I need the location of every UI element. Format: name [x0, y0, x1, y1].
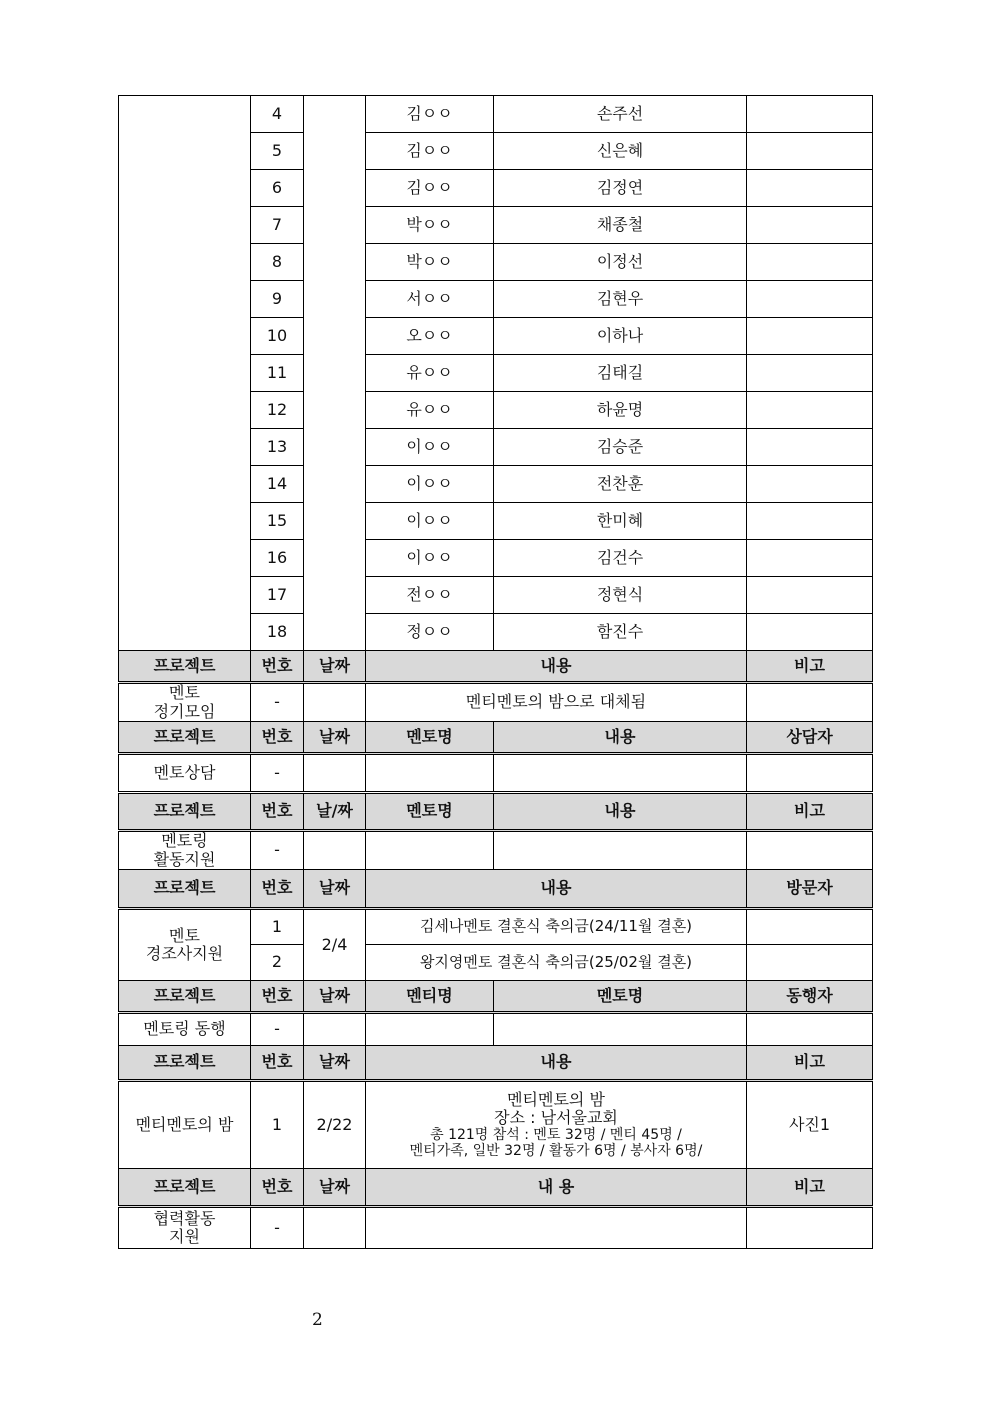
member-note — [747, 577, 873, 614]
row-no: - — [251, 754, 304, 793]
member-list — [119, 96, 873, 651]
member-note — [747, 96, 873, 133]
member-note — [747, 133, 873, 170]
mentee-name: 오ㅇㅇ — [366, 318, 494, 355]
mentee-name: 정ㅇㅇ — [366, 614, 494, 651]
header-row — [119, 870, 873, 909]
header-no: 번호 — [251, 981, 304, 1013]
project-name: 멘토링 동행 — [119, 1013, 251, 1046]
mentor-name: 김건수 — [494, 540, 747, 577]
member-no: 12 — [251, 392, 304, 429]
row-note — [747, 1207, 873, 1249]
header-note: 비고 — [747, 1169, 873, 1207]
member-no: 13 — [251, 429, 304, 466]
header-date: 날짜 — [304, 870, 366, 909]
mentor-name: 하윤명 — [494, 392, 747, 429]
header-date: 날짜 — [304, 1169, 366, 1207]
row-no: - — [251, 1207, 304, 1249]
row-note: 사진1 — [747, 1081, 873, 1169]
row-counselor — [747, 754, 873, 793]
header-mentor: 멘토명 — [366, 722, 494, 754]
row-companion — [747, 1013, 873, 1046]
member-no: 11 — [251, 355, 304, 392]
header-no: 번호 — [251, 651, 304, 683]
header-content: 내용 — [366, 651, 747, 683]
mentee-name: 이ㅇㅇ — [366, 540, 494, 577]
member-note — [747, 503, 873, 540]
row-date — [304, 683, 366, 722]
member-note — [747, 540, 873, 577]
header-row — [119, 793, 873, 831]
header-mentor: 멘토명 — [494, 981, 747, 1013]
member-row — [119, 96, 873, 133]
celebration-row — [119, 909, 873, 945]
row-no: - — [251, 831, 304, 870]
header-no: 번호 — [251, 1046, 304, 1081]
member-note — [747, 170, 873, 207]
member-note — [747, 429, 873, 466]
activity-report-table — [118, 95, 873, 1249]
member-no: 15 — [251, 503, 304, 540]
row-no: - — [251, 1013, 304, 1046]
member-note — [747, 392, 873, 429]
member-no: 6 — [251, 170, 304, 207]
header-project: 프로젝트 — [119, 1046, 251, 1081]
row-content — [366, 1207, 747, 1249]
row-content — [494, 754, 747, 793]
header-counselor: 상담자 — [747, 722, 873, 754]
mentor-name: 함진수 — [494, 614, 747, 651]
header-date: 날짜 — [304, 1046, 366, 1081]
header-date: 날짜 — [304, 722, 366, 754]
row-mentor — [366, 831, 494, 870]
header-note: 비고 — [747, 651, 873, 683]
night-row — [119, 1081, 873, 1169]
member-no: 18 — [251, 614, 304, 651]
project-name: 멘토 경조사지원 — [119, 909, 251, 981]
header-no: 번호 — [251, 870, 304, 909]
coop-row — [119, 1207, 873, 1249]
header-row — [119, 1046, 873, 1081]
mentor-name: 손주선 — [494, 96, 747, 133]
night-attendance: 총 121명 참석 : 멘토 32명 / 멘티 45명 / — [430, 1127, 682, 1144]
member-note — [747, 318, 873, 355]
row-note — [747, 683, 873, 722]
header-date: 날/짜 — [304, 793, 366, 831]
mentee-name: 김ㅇㅇ — [366, 170, 494, 207]
support-row — [119, 831, 873, 870]
header-project: 프로젝트 — [119, 651, 251, 683]
header-companion: 동행자 — [747, 981, 873, 1013]
project-name — [119, 96, 251, 651]
member-no: 14 — [251, 466, 304, 503]
row-date — [304, 1013, 366, 1046]
page-number: 2 — [312, 1310, 323, 1330]
header-content: 내용 — [494, 793, 747, 831]
member-no: 7 — [251, 207, 304, 244]
row-visitor — [747, 909, 873, 945]
row-content: 왕지영멘토 결혼식 축의금(25/02월 결혼) — [366, 945, 747, 981]
header-project: 프로젝트 — [119, 981, 251, 1013]
mentee-name: 김ㅇㅇ — [366, 133, 494, 170]
member-note — [747, 207, 873, 244]
row-mentor — [366, 754, 494, 793]
header-mentee: 멘티명 — [366, 981, 494, 1013]
mentor-name: 신은혜 — [494, 133, 747, 170]
night-attendance-detail: 멘티가족, 일반 32명 / 활동가 6명 / 봉사자 6명/ — [409, 1143, 703, 1160]
member-no: 4 — [251, 96, 304, 133]
mentor-name: 이정선 — [494, 244, 747, 281]
project-name: 멘토 정기모임 — [119, 683, 251, 722]
project-name: 멘티멘토의 밤 — [119, 1081, 251, 1169]
member-note — [747, 244, 873, 281]
row-no: - — [251, 683, 304, 722]
mentee-name: 박ㅇㅇ — [366, 244, 494, 281]
mentor-name: 김정연 — [494, 170, 747, 207]
project-name: 멘토상담 — [119, 754, 251, 793]
row-content — [494, 831, 747, 870]
mentee-name: 유ㅇㅇ — [366, 392, 494, 429]
header-row — [119, 1169, 873, 1207]
header-visitor: 방문자 — [747, 870, 873, 909]
member-note — [747, 355, 873, 392]
counsel-row — [119, 754, 873, 793]
header-date: 날짜 — [304, 651, 366, 683]
row-date — [304, 831, 366, 870]
row-mentor — [494, 1013, 747, 1046]
header-content: 내용 — [366, 870, 747, 909]
header-project: 프로젝트 — [119, 870, 251, 909]
mentee-name: 서ㅇㅇ — [366, 281, 494, 318]
mentee-name: 이ㅇㅇ — [366, 503, 494, 540]
header-content: 내 용 — [366, 1169, 747, 1207]
header-content: 내용 — [366, 1046, 747, 1081]
row-note — [747, 831, 873, 870]
mentee-name: 이ㅇㅇ — [366, 466, 494, 503]
night-place: 장소 : 남서울교회 — [494, 1107, 618, 1127]
mentee-name: 전ㅇㅇ — [366, 577, 494, 614]
row-no: 1 — [251, 909, 304, 945]
mentee-name: 김ㅇㅇ — [366, 96, 494, 133]
mentee-name: 유ㅇㅇ — [366, 355, 494, 392]
mentor-name: 김현우 — [494, 281, 747, 318]
header-project: 프로젝트 — [119, 793, 251, 831]
mentee-name: 박ㅇㅇ — [366, 207, 494, 244]
header-no: 번호 — [251, 793, 304, 831]
member-note — [747, 466, 873, 503]
header-note: 비고 — [747, 793, 873, 831]
row-date — [304, 754, 366, 793]
row-no: 2 — [251, 945, 304, 981]
mentor-name: 이하나 — [494, 318, 747, 355]
header-mentor: 멘토명 — [366, 793, 494, 831]
member-no: 5 — [251, 133, 304, 170]
header-row — [119, 651, 873, 683]
header-row — [119, 722, 873, 754]
member-no: 9 — [251, 281, 304, 318]
mentor-name: 한미혜 — [494, 503, 747, 540]
header-note: 비고 — [747, 1046, 873, 1081]
header-project: 프로젝트 — [119, 1169, 251, 1207]
header-project: 프로젝트 — [119, 722, 251, 754]
row-date — [304, 1207, 366, 1249]
member-no: 17 — [251, 577, 304, 614]
meeting-row — [119, 683, 873, 722]
row-date: 2/22 — [304, 1081, 366, 1169]
mentor-name: 김태길 — [494, 355, 747, 392]
project-name: 멘토링 활동지원 — [119, 831, 251, 870]
header-no: 번호 — [251, 1169, 304, 1207]
mentor-name: 정현식 — [494, 577, 747, 614]
member-no: 10 — [251, 318, 304, 355]
header-row — [119, 981, 873, 1013]
row-content — [366, 1081, 747, 1169]
row-mentee — [366, 1013, 494, 1046]
mentor-name: 전찬훈 — [494, 466, 747, 503]
project-name: 협력활동 지원 — [119, 1207, 251, 1249]
header-no: 번호 — [251, 722, 304, 754]
member-no: 16 — [251, 540, 304, 577]
row-date: 2/4 — [304, 909, 366, 981]
row-content: 김세나멘토 결혼식 축의금(24/11월 결혼) — [366, 909, 747, 945]
mentor-name: 김승준 — [494, 429, 747, 466]
member-no: 8 — [251, 244, 304, 281]
night-title: 멘티멘토의 밤 — [507, 1089, 605, 1109]
member-date — [304, 96, 366, 651]
accompany-row — [119, 1013, 873, 1046]
header-content: 내용 — [494, 722, 747, 754]
member-note — [747, 281, 873, 318]
mentee-name: 이ㅇㅇ — [366, 429, 494, 466]
row-visitor — [747, 945, 873, 981]
header-date: 날짜 — [304, 981, 366, 1013]
row-no: 1 — [251, 1081, 304, 1169]
row-content: 멘티멘토의 밤으로 대체됨 — [366, 683, 747, 722]
mentor-name: 채종철 — [494, 207, 747, 244]
member-note — [747, 614, 873, 651]
